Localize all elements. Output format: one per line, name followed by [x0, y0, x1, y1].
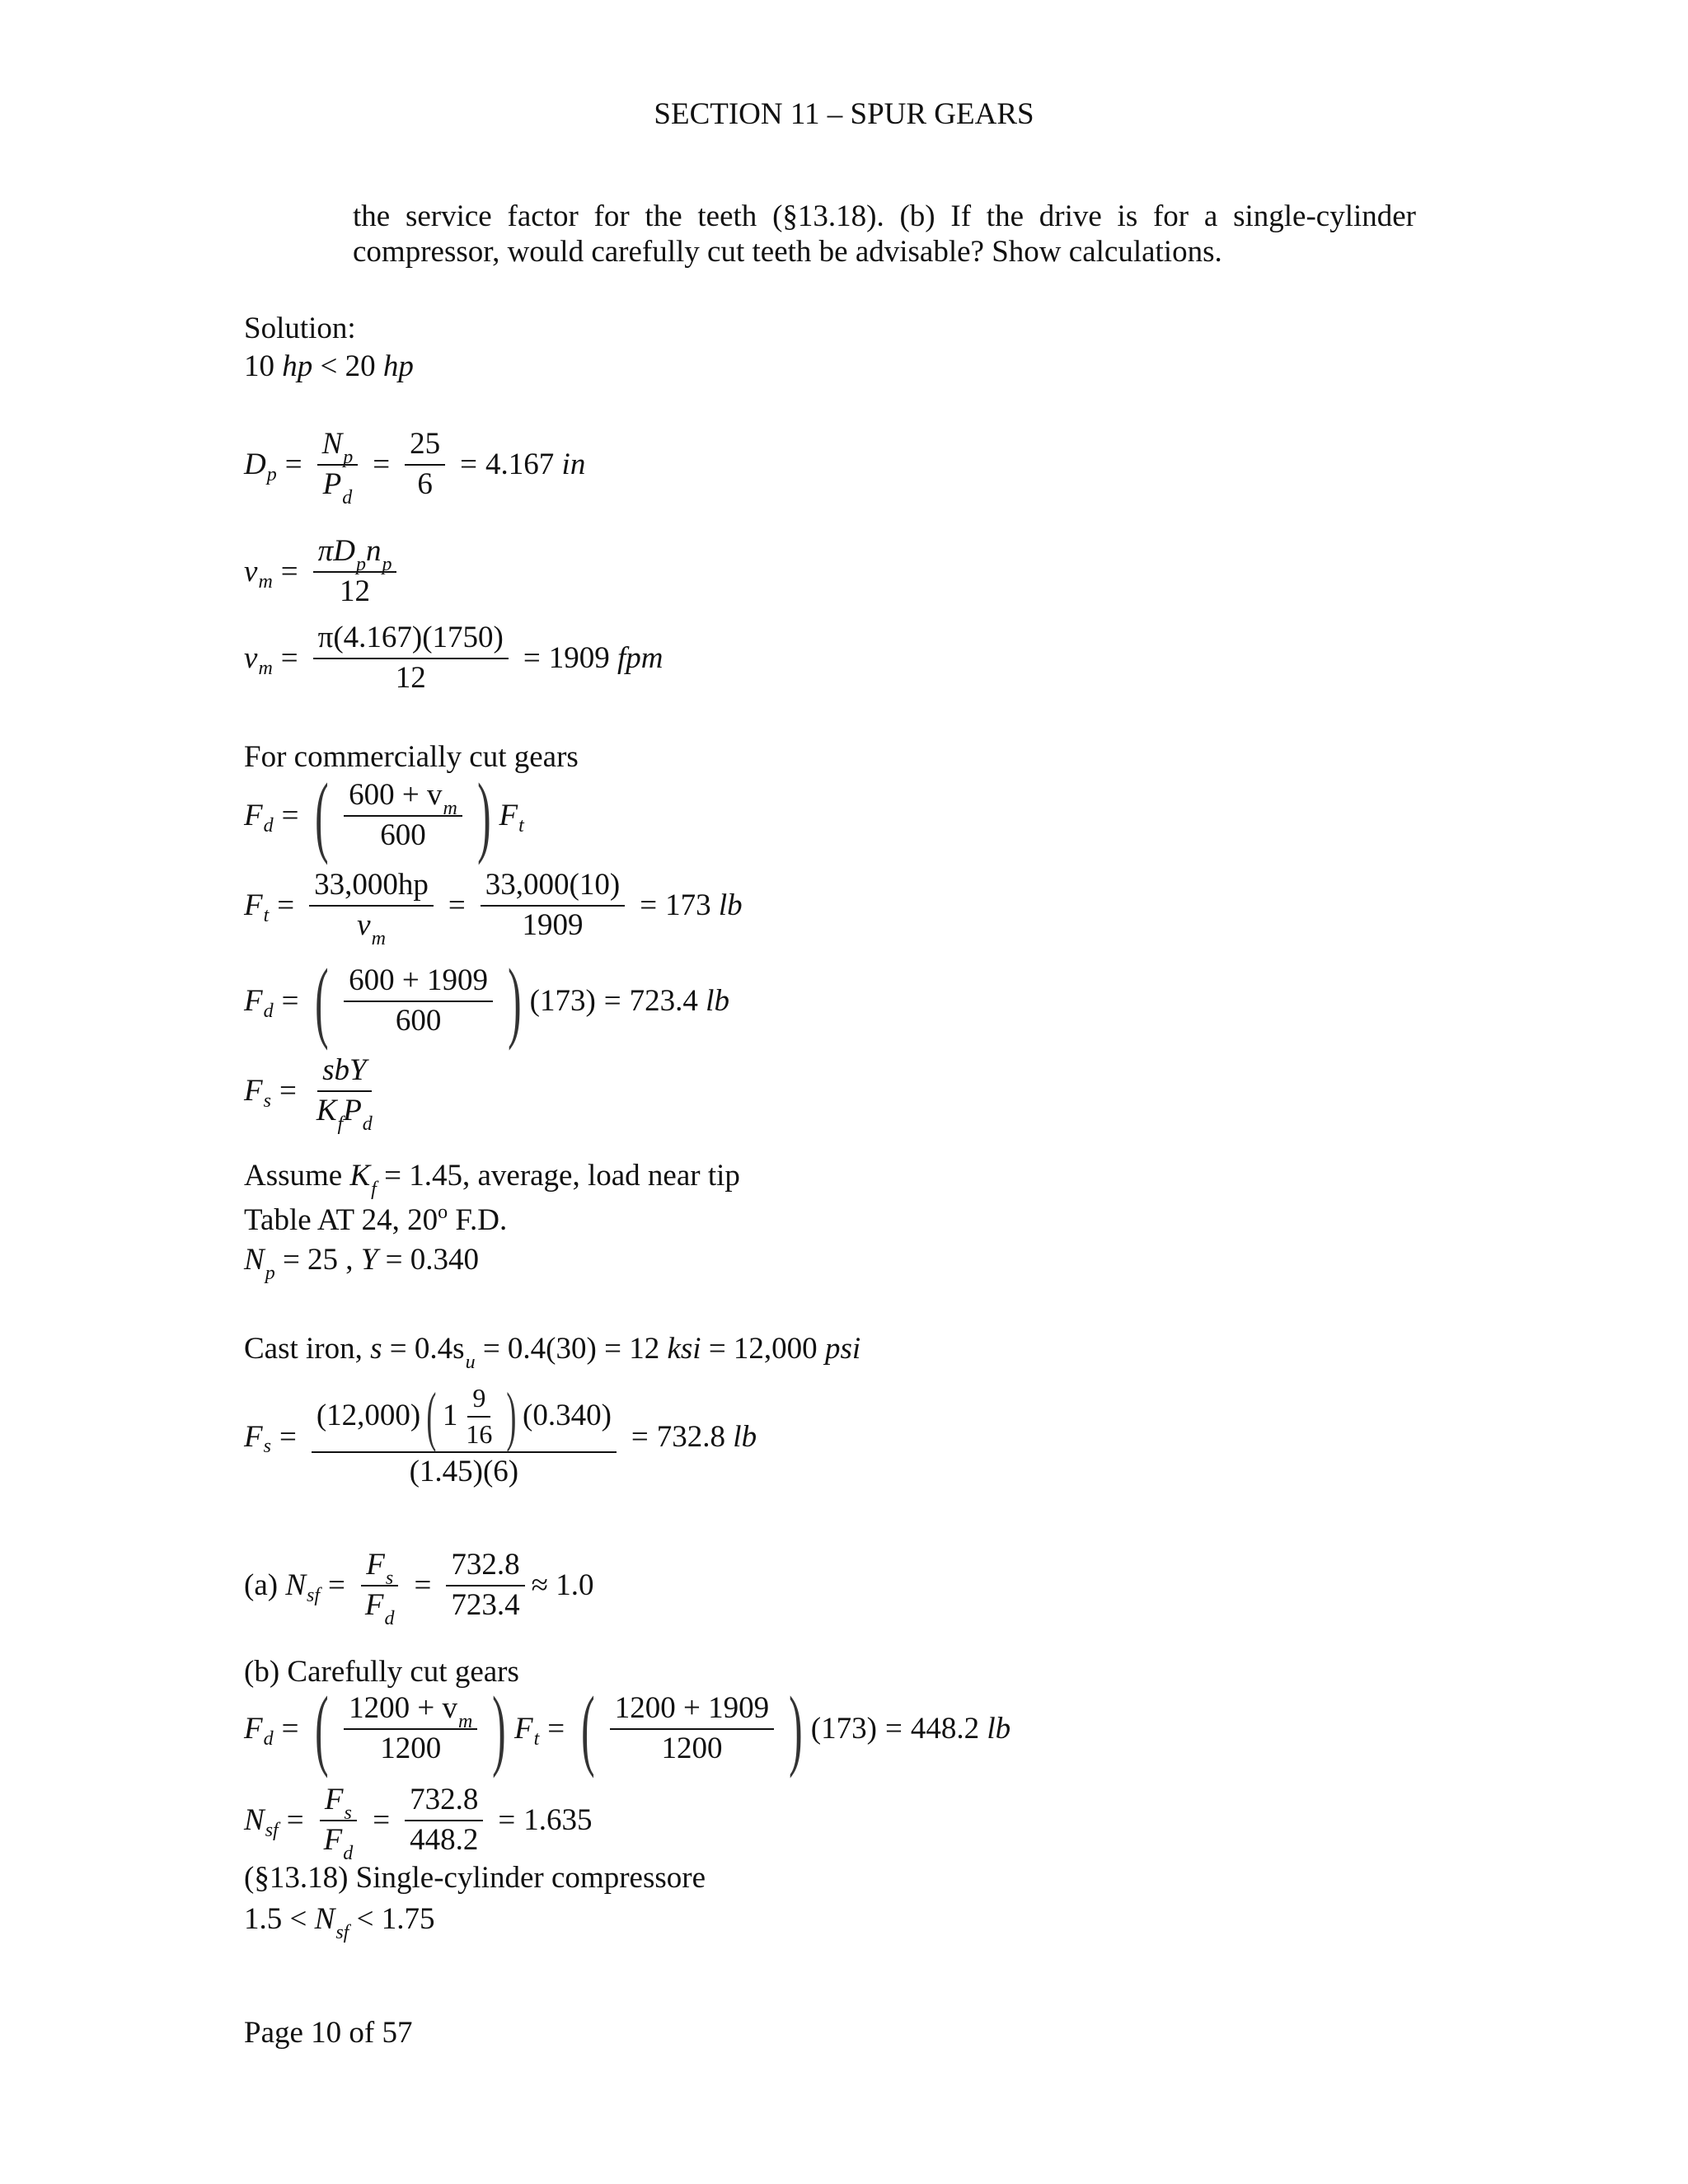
- teeth-and-form-factor: $N_p = 25$ , Y = 0.340: [244, 1243, 480, 1284]
- pitch-diameter-equation: D p = $\frac{N_p}{P_d}$ = $\frac{25}{6}$ = 4.167 in: [244, 427, 586, 509]
- pitch-velocity-formula: v m = $\frac{\pi D_pn_p}{12}$: [244, 536, 403, 608]
- assume-line: Assume $K_f = 1.45$, average, load near tip: [244, 1159, 740, 1200]
- part-b-label: (b) Carefully cut gears: [244, 1655, 519, 1689]
- commercial-label: For commercially cut gears: [244, 740, 579, 774]
- cast-iron-strength: Cast iron, $s = 0.4s_u = 0.4(30) = 12$ ksi = 12,000 psi: [244, 1332, 861, 1373]
- careful-service-factor: N sf = $\frac{F_s}{F_d}$ = $\frac{732.8}{448.2}$ = 1.635: [244, 1783, 593, 1864]
- strength-value: F s = (12,000) ( 1 $\frac{9}{16}$ ) (0.340) (1.45)(6) = 732.8 lb: [244, 1380, 757, 1489]
- problem-line-1: the service factor for the teeth (§13.18). (b) If the drive is for a single-cylinder: [353, 199, 1416, 233]
- transmitted-load-equation: F t = $\frac{33,000hp}{v_m}$ = $\frac{33,000(10)}{1909}$ = 173 lb: [244, 868, 743, 949]
- section-title: SECTION 11 – SPUR GEARS: [654, 97, 1034, 131]
- service-factor-range: $1.5 < N_{sf} < 1.75$: [244, 1902, 435, 1943]
- part-a-service-factor: (a) N sf = $\frac{F_s}{F_d}$ = $\frac{732.8}{723.4}$ ≈ 1.0: [244, 1548, 594, 1629]
- pitch-velocity-value: v m = $\frac{\pi(4.167)(1750)}{12}$ = 1909 fpm: [244, 621, 663, 695]
- hp-comparison: 10 hp < 20 hp: [244, 349, 414, 383]
- strength-formula: F s = $\frac{\text{sbY}}{K_fP_d}$: [244, 1053, 373, 1135]
- problem-line-2: compressor, would carefully cut teeth be advisable? Show calculations.: [353, 235, 1222, 269]
- page-number: Page 10 of 57: [244, 2016, 413, 2050]
- careful-dynamic-load: F d = ( $\frac{1200 + v_m}{1200}$ ) F t = ( $\frac{1200 + 1909}{1200}$ ) (173) = 448.2 lb: [244, 1678, 1011, 1779]
- dynamic-load-formula: F d = ( $\frac{600 + v_m}{600}$ ) F t: [244, 765, 524, 865]
- compressor-reference: (§13.18) Single-cylinder compressore: [244, 1861, 706, 1895]
- table-reference: Table AT 24, 20$^o$ F.D.: [244, 1202, 508, 1237]
- dynamic-load-value: F d = ( $\frac{600 + 1909}{600}$ ) (173) = 723.4 lb: [244, 950, 729, 1051]
- solution-label: Solution:: [244, 312, 356, 345]
